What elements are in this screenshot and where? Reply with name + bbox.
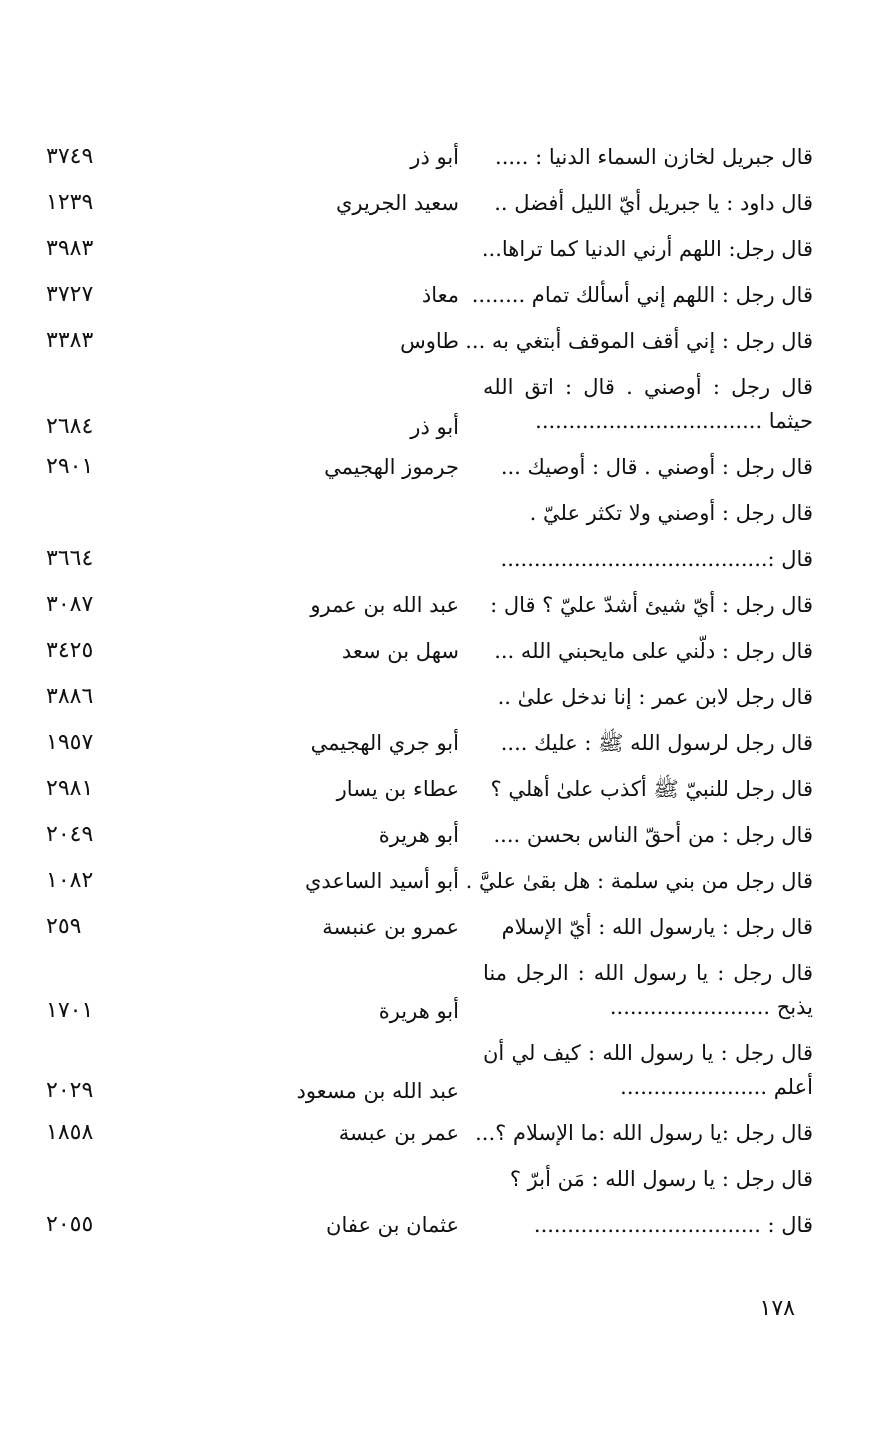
entry-title: قال رجل : دلّني على مايحبني الله ... [494,639,813,663]
entry-narrator: أبو هريرة [378,823,459,847]
index-entries [0,140,891,1254]
entry-number: ٢٩٠١ [46,454,94,479]
index-entry [0,1162,891,1254]
entry-narrator: جرموز الهجيمي [324,455,459,479]
index-entry [0,370,891,450]
entry-number: ١٧٠١ [46,998,94,1023]
entry-number: ٣٧٤٩ [46,144,94,169]
entry-number: ٣٩٨٣ [46,236,94,261]
index-entry [0,232,891,278]
index-entry [0,818,891,864]
entry-number: ٣٦٦٤ [46,546,94,571]
entry-title: قال رجل : من أحقّ الناس بحسن .... [493,823,813,847]
entry-narrator: عمر بن عبسة [338,1121,459,1145]
entry-narrator: أبو جري الهجيمي [310,731,459,755]
index-entry [0,496,891,588]
page-number: ١٧٨ [759,1296,795,1321]
entry-number: ٢٦٨٤ [46,414,94,439]
index-entry [0,140,891,186]
entry-number: ٢٥٩ [46,914,82,939]
entry-number: ١٨٥٨ [46,1120,94,1145]
entry-number: ٣٧٢٧ [46,282,94,307]
entry-title: قال رجل للنبيّ ﷺ أكذب علىٰ أهلي ؟ [490,777,813,801]
entry-number: ٣٤٢٥ [46,638,94,663]
entry-title: قال رجل: اللهم أرني الدنيا كما تراها... [481,237,813,261]
entry-narrator: عبد الله بن مسعود [296,1079,459,1103]
index-entry [0,324,891,370]
entry-title: قال رجل : يارسول الله : أيّ الإسلام [501,915,813,939]
entry-title-line2: قال :........................................ [500,547,813,571]
entry-narrator: عطاء بن يسار [336,777,459,801]
entry-narrator: معاذ [421,283,459,307]
entry-title-line1: قال رجل : يا رسول الله : مَن أبرّ ؟ [509,1167,813,1191]
entry-title-line1: قال رجل : أوصني ولا تكثر عليّ . [529,501,813,525]
entry-number: ٢٩٨١ [46,776,94,801]
entry-number: ٣٨٨٦ [46,684,94,709]
index-entry [0,588,891,634]
entry-title-line2: قال : .................................. [533,1213,813,1237]
entry-title: قال رجل : أيّ شيئ أشدّ عليّ ؟ قال : [490,593,813,617]
index-entry [0,1116,891,1162]
entry-number: ٣٠٨٧ [46,592,94,617]
entry-title: قال رجل : أوصني . قال : أوصيك ... [500,455,813,479]
entry-title: قال رجل : اللهم إني أسألك تمام ........ [471,283,813,307]
entry-number: ١٩٥٧ [46,730,94,755]
entry-narrator: أبو هريرة [378,999,459,1023]
index-entry [0,278,891,324]
entry-narrator: عمرو بن عنبسة [322,915,459,939]
index-entry [0,864,891,910]
entry-title: قال رجل : يا رسول الله : كيف لي أن أعلم ...................... [483,1041,813,1099]
entry-narrator: عبد الله بن عمرو [310,593,459,617]
entry-title: قال رجل : أوصني . قال : اتق الله حيثما .................................. [483,375,813,433]
entry-narrator: أبو ذر [410,145,459,169]
entry-number: ٢٠٤٩ [46,822,94,847]
index-entry [0,956,891,1036]
index-entry [0,1036,891,1116]
index-entry [0,910,891,956]
entry-narrator: طاوس [400,329,459,353]
entry-title: قال رجل لرسول الله ﷺ : عليك .... [500,731,813,755]
entry-title: قال رجل لابن عمر : إنا ندخل علىٰ .. [497,685,813,709]
index-entry [0,186,891,232]
entry-title: قال رجل :يا رسول الله :ما الإسلام ؟... [475,1121,813,1145]
entry-number: ١٠٨٢ [46,868,94,893]
index-entry [0,772,891,818]
entry-narrator: سهل بن سعد [341,639,459,663]
index-entry [0,450,891,496]
entry-narrator: أبو ذر [410,415,459,439]
entry-title: قال جبريل لخازن السماء الدنيا : ..... [495,145,813,169]
index-entry [0,726,891,772]
entry-title: قال رجل من بني سلمة : هل بقىٰ عليَّ . [465,869,813,893]
entry-number: ٢٠٢٩ [46,1078,94,1103]
entry-narrator: عثمان بن عفان [326,1213,459,1237]
entry-title: قال رجل : إني أقف الموقف أبتغي به ... [465,329,813,353]
entry-title: قال رجل : يا رسول الله : الرجل منا يذبح ........................ [483,961,813,1019]
entry-number: ١٢٣٩ [46,190,94,215]
entry-narrator: أبو أسيد الساعدي [304,869,459,893]
entry-number: ٢٠٥٥ [46,1212,94,1237]
entry-number: ٣٣٨٣ [46,328,94,353]
entry-narrator: سعيد الجريري [335,191,459,215]
index-entry [0,680,891,726]
index-entry [0,634,891,680]
entry-title: قال داود : يا جبريل أيّ الليل أفضل .. [494,191,813,215]
